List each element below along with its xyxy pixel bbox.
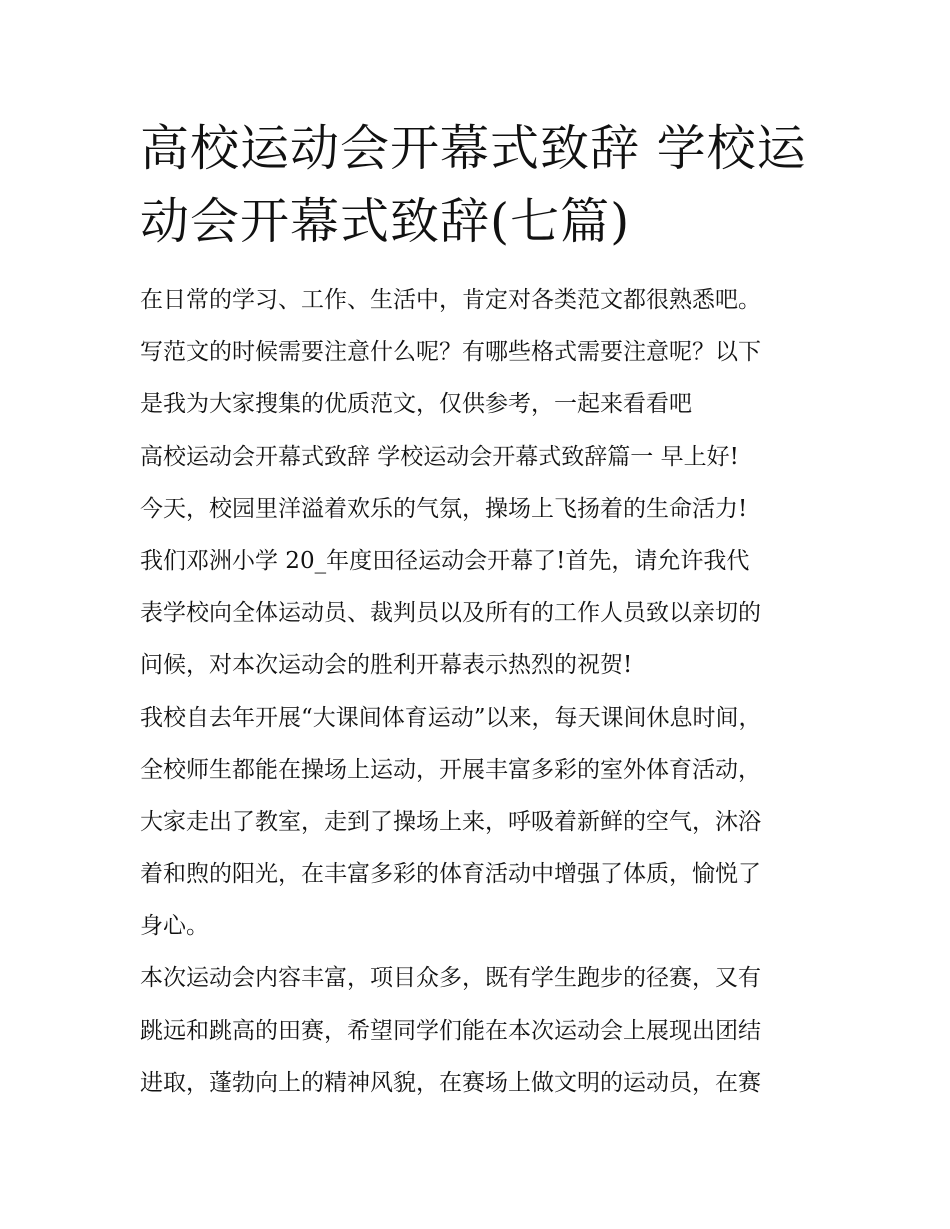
- document-title: [140, 112, 820, 258]
- body-line: 大家走出了教室，走到了操场上来，呼吸着新鲜的空气，沐浴: [140, 808, 761, 835]
- body-line: 进取，蓬勃向上的精神风貌，在赛场上做文明的运动员，在赛: [140, 1069, 761, 1096]
- body-line: 我校自去年开展“大课间体育运动”以来，每天课间休息时间，: [140, 704, 762, 731]
- body-line: 我们邓洲小学 20_年度田径运动会开幕了!首先，请允许我代: [140, 547, 750, 574]
- body-line: 高校运动会开幕式致辞 学校运动会开幕式致辞篇一 早上好!: [140, 443, 739, 470]
- body-line: 是我为大家搜集的优质范文，仅供参考，一起来看看吧: [140, 391, 692, 418]
- body-line: 跳远和跳高的田赛，希望同学们能在本次运动会上展现出团结: [140, 1017, 761, 1044]
- body-line: 问候，对本次运动会的胜利开幕表示热烈的祝贺!: [140, 652, 633, 679]
- body-line: 写范文的时候需要注意什么呢？有哪些格式需要注意呢？以下: [140, 339, 761, 366]
- body-line: 今天，校园里洋溢着欢乐的气氛，操场上飞扬着的生命活力!: [140, 495, 748, 522]
- body-line: 着和煦的阳光，在丰富多彩的体育活动中增强了体质，愉悦了: [140, 861, 761, 888]
- body-line: 全校师生都能在操场上运动，开展丰富多彩的室外体育活动，: [140, 756, 761, 783]
- body-line: 本次运动会内容丰富，项目众多，既有学生跑步的径赛，又有: [140, 965, 761, 992]
- body-line: 身心。: [140, 913, 209, 940]
- title-line: 高校运动会开幕式致辞 学校运: [140, 120, 807, 177]
- body-line: 表学校向全体运动员、裁判员以及所有的工作人员致以亲切的: [140, 600, 761, 627]
- title-line: 动会开幕式致辞(七篇): [140, 193, 631, 250]
- document-body: [140, 280, 830, 1115]
- body-line: 在日常的学习、工作、生活中，肯定对各类范文都很熟悉吧。: [140, 287, 761, 313]
